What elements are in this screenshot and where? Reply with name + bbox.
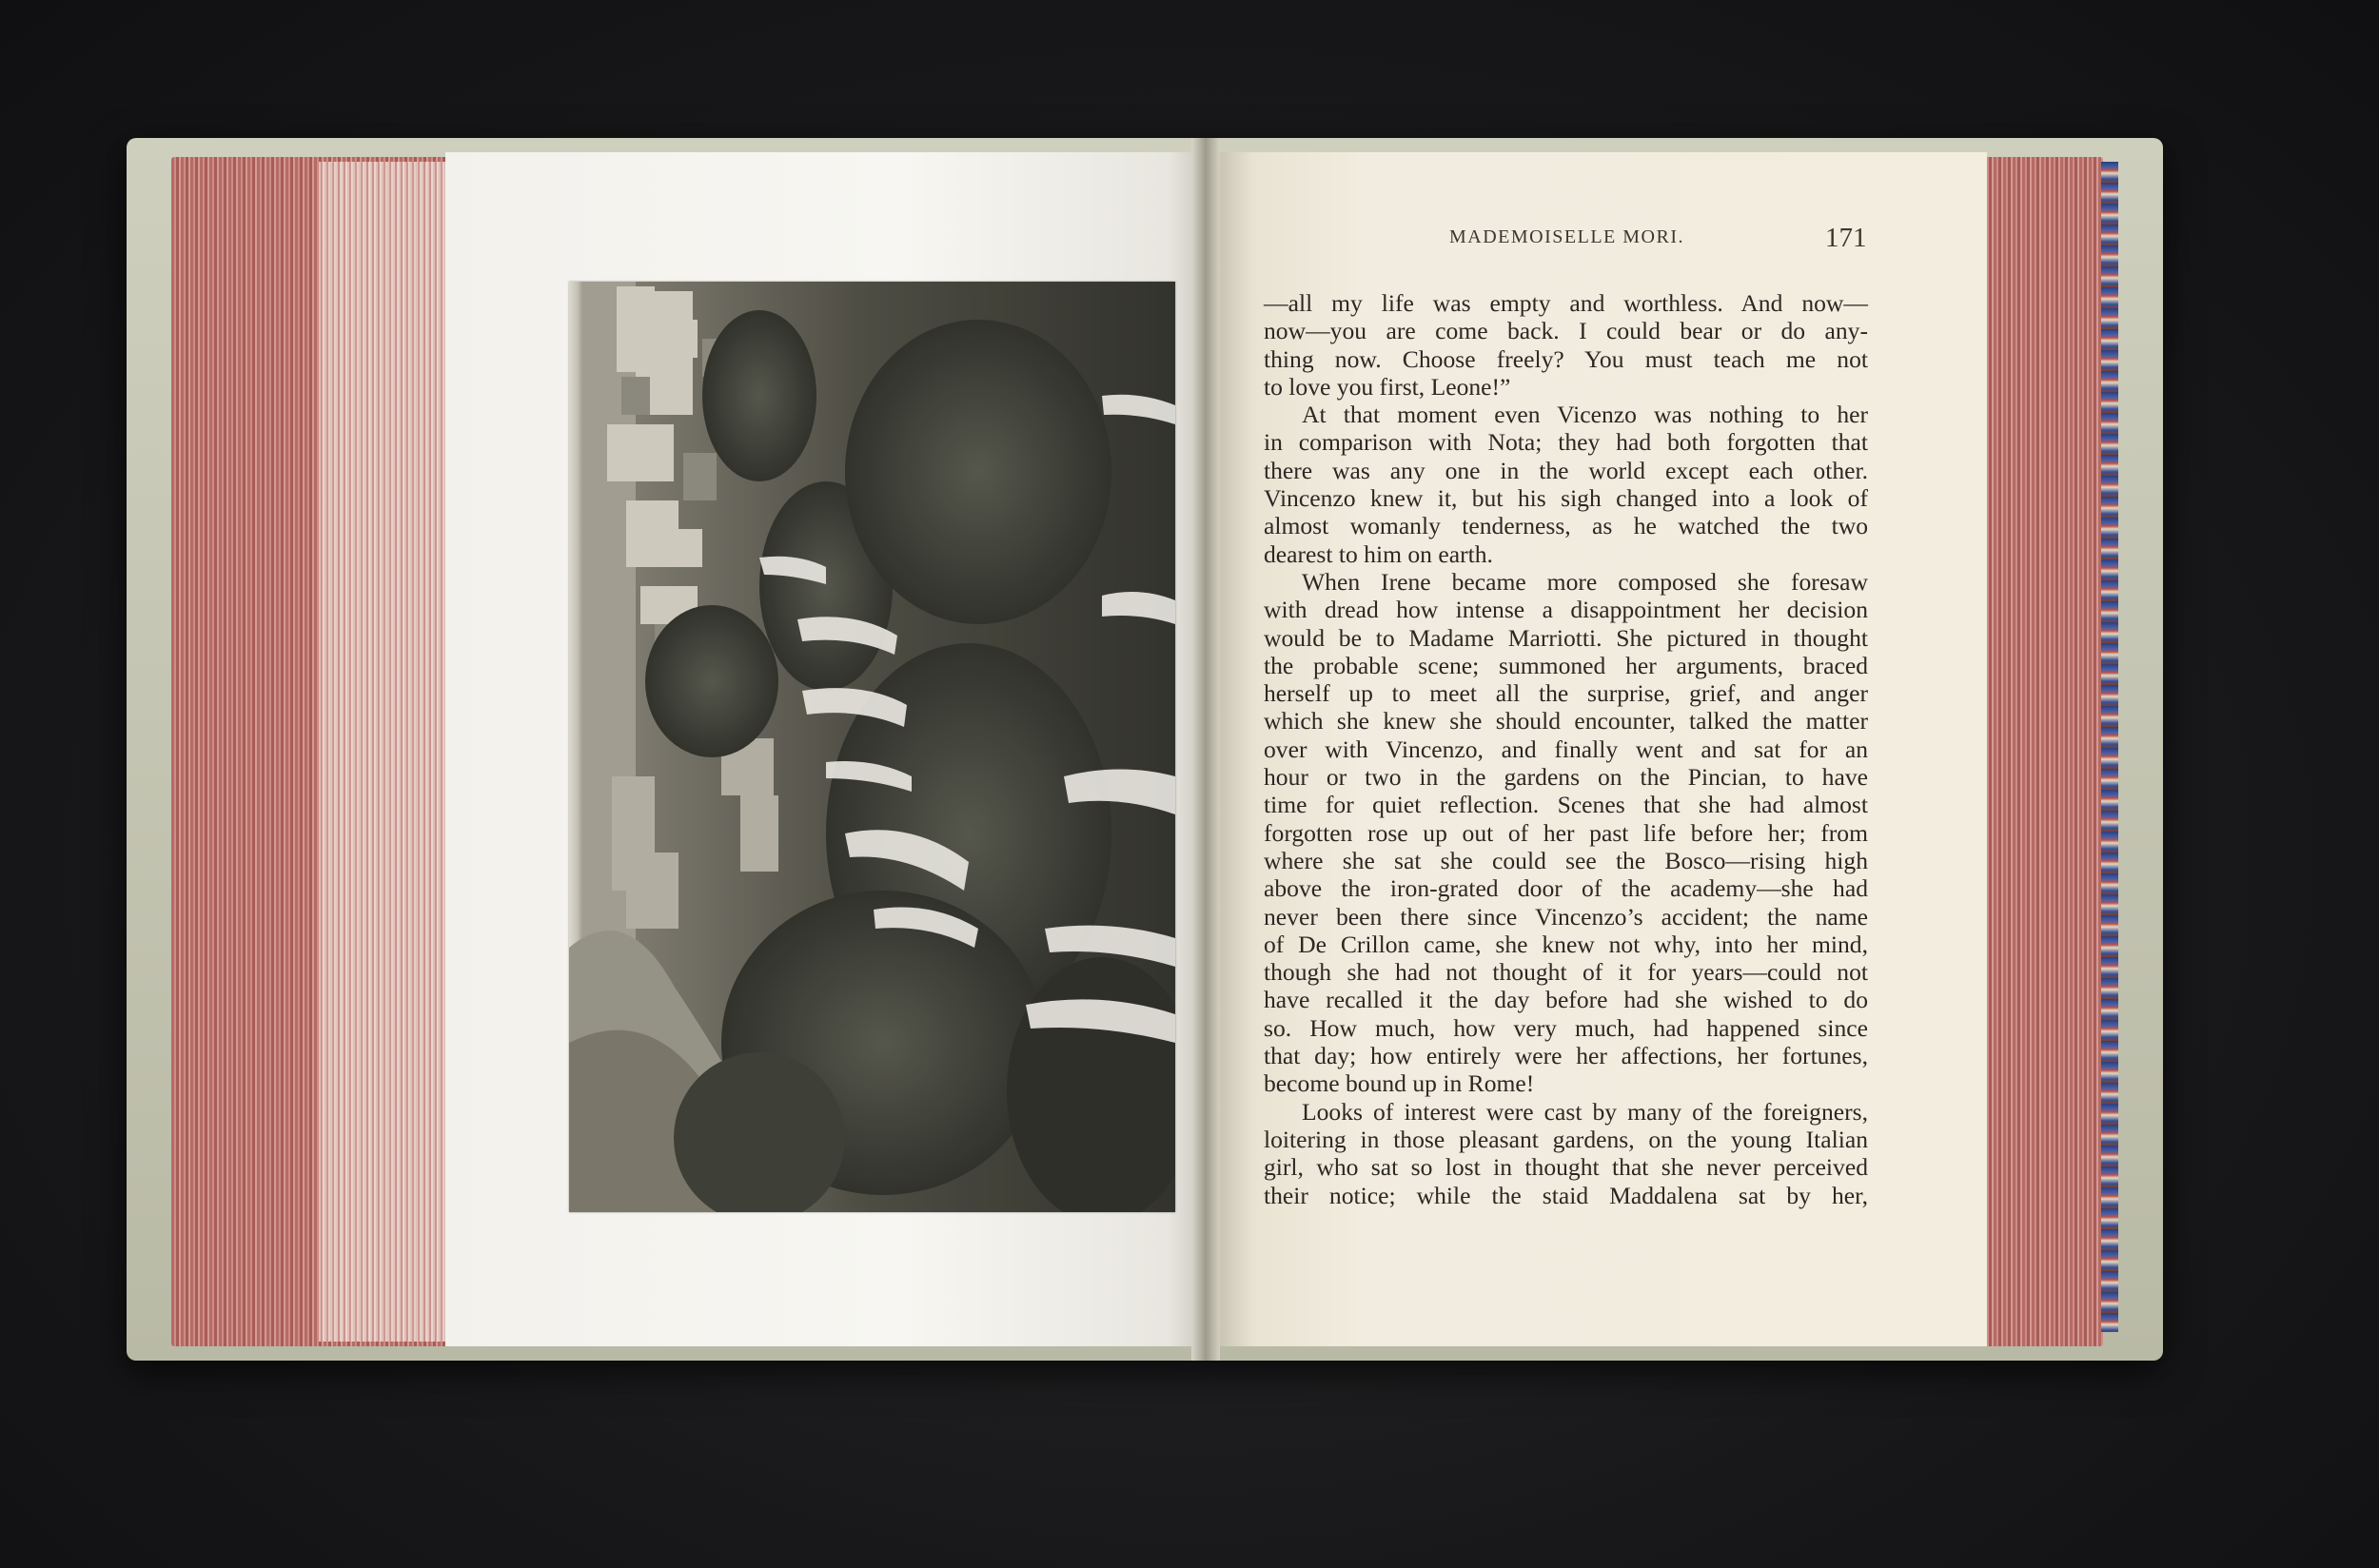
marbled-endpaper-edge bbox=[2101, 162, 2118, 1332]
text-line: At that moment even Vicenzo was nothing to her bbox=[1302, 401, 1868, 429]
running-head: MADEMOISELLE MORI. bbox=[1449, 226, 1684, 247]
text-line: forgotten rose up out of her past life before her; from bbox=[1264, 818, 1868, 847]
left-page-edges-inner bbox=[319, 162, 452, 1342]
text-line: where she sat she could see the Bosco—rising high bbox=[1264, 846, 1868, 874]
text-line: herself up to meet all the surprise, grief, and anger bbox=[1264, 679, 1868, 708]
text-line: over with Vincenzo, and finally went and sat for an bbox=[1264, 735, 1868, 763]
text-line: become bound up in Rome! bbox=[1264, 1069, 1535, 1098]
text-line: time for quiet reflection. Scenes that she had almost bbox=[1264, 791, 1868, 819]
text-line: with dread how intense a disappointment her decision bbox=[1264, 596, 1868, 624]
text-line: to love you first, Leone!” bbox=[1264, 372, 1511, 401]
text-line: would be to Madame Marriotti. She pictured in thought bbox=[1264, 623, 1868, 652]
text-line: of De Crillon came, she knew not why, into her mind, bbox=[1264, 930, 1868, 958]
text-line: never been there since Vincenzo’s accident; the name bbox=[1264, 902, 1868, 931]
text-line: Looks of interest were cast by many of the foreigners, bbox=[1302, 1097, 1868, 1126]
text-line: there was any one in the world except each other. bbox=[1264, 456, 1868, 484]
page-body-text bbox=[1264, 289, 1868, 1209]
book-gutter bbox=[1191, 138, 1220, 1361]
text-line: above the iron-grated door of the academy—she had bbox=[1264, 874, 1868, 903]
text-line: loitering in those pleasant gardens, on the young Italian bbox=[1264, 1125, 1868, 1153]
text-line: dearest to him on earth. bbox=[1264, 539, 1493, 568]
text-line: —all my life was empty and worthless. And now— bbox=[1264, 289, 1868, 317]
waterfall-landscape-icon bbox=[569, 282, 1175, 1212]
page-number: 171 bbox=[1825, 223, 1867, 253]
text-line: hour or two in the gardens on the Pincian, to have bbox=[1264, 763, 1868, 792]
text-line: have recalled it the day before had she wished to do bbox=[1264, 986, 1868, 1014]
text-line: in comparison with Nota; they had both forgotten that bbox=[1264, 428, 1868, 457]
text-line: girl, who sat so lost in thought that she never perceived bbox=[1264, 1153, 1868, 1182]
text-line: which she knew she should encounter, talked the matter bbox=[1264, 707, 1868, 735]
text-line: the probable scene; summoned her arguments, braced bbox=[1264, 651, 1868, 679]
waterfall-photograph bbox=[569, 282, 1175, 1212]
text-line: so. How much, how very much, had happened since bbox=[1264, 1013, 1868, 1042]
text-line: though she had not thought of it for years—could not bbox=[1264, 958, 1868, 987]
text-line: their notice; while the staid Maddalena sat by her, bbox=[1264, 1181, 1868, 1209]
text-line: that day; how entirely were her affections, her fortunes, bbox=[1264, 1042, 1868, 1070]
right-page-edges bbox=[1984, 157, 2103, 1346]
text-line: thing now. Choose freely? You must teach me not bbox=[1264, 344, 1868, 373]
text-line: When Irene became more composed she foresaw bbox=[1302, 567, 1868, 596]
text-line: almost womanly tenderness, as he watched the two bbox=[1264, 512, 1868, 540]
text-line: now—you are come back. I could bear or do any- bbox=[1264, 317, 1868, 345]
text-line: Vincenzo knew it, but his sigh changed into a look of bbox=[1264, 484, 1868, 513]
